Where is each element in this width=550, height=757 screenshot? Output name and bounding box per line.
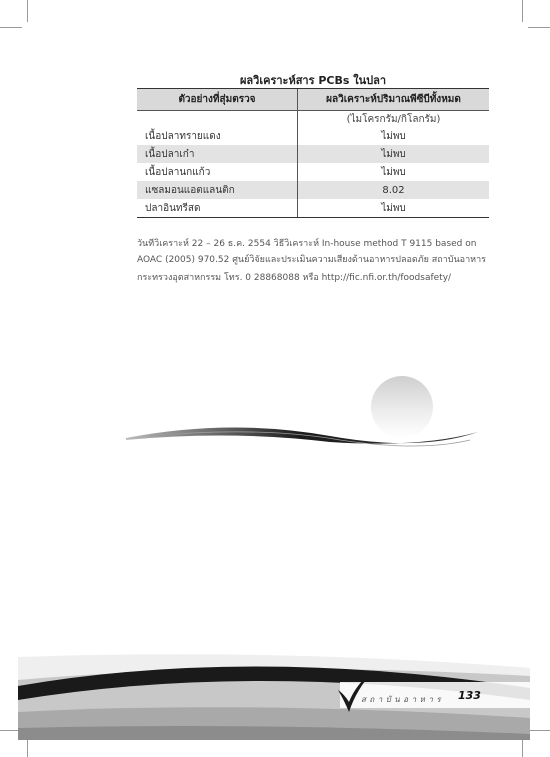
sample-result: ไม่พบ xyxy=(298,145,490,163)
method-note-line-1: วันที่วิเคราะห์ 22 – 26 ธ.ค. 2554 วิธีวิเคราะห์ In-house method T 9115 based on xyxy=(137,239,477,249)
header-result: ผลวิเคราะห์ปริมาณพีซีบีทั้งหมด xyxy=(298,89,490,111)
sample-name: ปลาอินทรีสด xyxy=(137,199,298,218)
sample-result: ไม่พบ xyxy=(298,199,490,218)
header-sample: ตัวอย่างที่สุ่มตรวจ xyxy=(137,89,298,111)
method-note-line-2: AOAC (2005) 970.52 ศูนย์วิจัยและประเมินความเสี่ยงด้านอาหารปลอดภัย สถาบันอาหาร xyxy=(137,255,486,265)
sample-result: 8.02 xyxy=(298,181,490,199)
sample-name: เนื้อปลานกแก้ว xyxy=(145,166,211,178)
footer-brand: สถาบันอาหาร xyxy=(361,695,445,704)
sample-result: ไม่พบ xyxy=(298,127,490,145)
sample-result: ไม่พบ xyxy=(298,163,490,181)
sample-name: เนื้อปลาเก๋า xyxy=(137,145,298,163)
swoosh-stroke xyxy=(126,427,478,443)
sample-name: เนื้อปลาทรายแดง xyxy=(145,130,221,142)
table-title: ผลวิเคราะห์สาร PCBs ในปลา xyxy=(239,74,387,87)
unit-label: (ไมโครกรัม/กิโลกรัม) xyxy=(298,111,490,128)
method-note-line-3: กระทรวงอุตสาหกรรม โทร. 0 28868088 หรือ http://fic.nfi.or.th/foodsafety/ xyxy=(137,273,452,283)
sample-name: แซลมอนแอตแลนติก xyxy=(137,181,298,199)
page-number: 133 xyxy=(458,689,481,702)
grey-sphere xyxy=(371,376,433,438)
